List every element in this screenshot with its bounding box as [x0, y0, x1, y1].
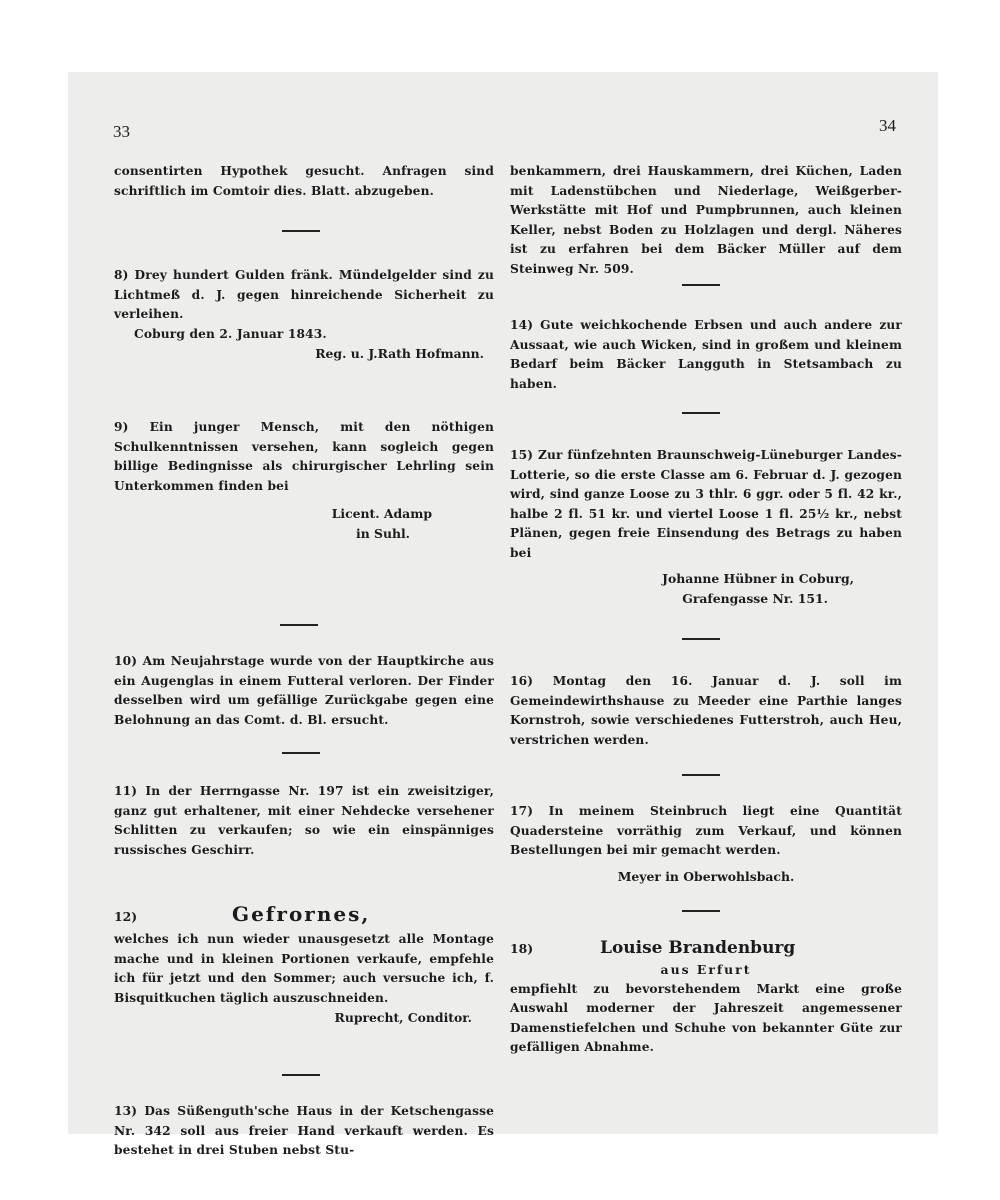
separator-rule: [682, 284, 720, 286]
newspaper-page: [68, 72, 938, 1157]
separator-rule: [280, 624, 318, 626]
page-number-left: 33: [113, 122, 130, 141]
ad-12-text: welches ich nun wieder unausgesetzt alle Montage mache und in kleinen Portionen verkaufe, empfehle ich für jetzt und den Sommer; auch versuche ich, f. Bisquitkuchen täglich auszuschneiden.: [114, 932, 494, 1005]
ad-12-title: Gefrornes,: [232, 902, 371, 926]
ad-12-signature: Ruprecht, Conditor.: [334, 1010, 472, 1025]
separator-rule: [282, 1074, 320, 1076]
page-number-right: 34: [879, 116, 896, 135]
ad-17-text: 17) In meinem Steinbruch liegt eine Quantität Quadersteine vorräthig zum Verkauf, und können Bestellungen bei mir gemacht werden.: [510, 804, 902, 857]
ad-17-signature: Meyer in Oberwohlsbach.: [617, 868, 795, 884]
separator-rule: [282, 230, 320, 232]
separator-rule: [682, 412, 720, 414]
ad-13-text: 13) Das Süßenguth'sche Haus in der Ketschengasse Nr. 342 soll aus freier Hand verkauft werden. Es bestehet in drei Stuben nebst Stu-: [114, 1104, 494, 1157]
ad-8-signature: Reg. u. J.Rath Hofmann.: [315, 346, 484, 361]
ad-16-text: 16) Montag den 16. Januar d. J. soll im Gemeindewirthshause zu Meeder eine Parthie langes Kornstroh, sowie verschiedenes Futterstroh, auch Heu, verstrichen werden.: [510, 674, 902, 747]
ad-continued-text: consentirten Hypothek gesucht. Anfragen sind schriftlich im Comtoir dies. Blatt. abzugeben.: [114, 164, 494, 198]
ad-15-signature-name: Johanne Hübner in Coburg,: [662, 571, 854, 586]
separator-rule: [682, 774, 720, 776]
ad-12-number: 12): [114, 909, 138, 924]
ad-14-text: 14) Gute weichkochende Erbsen und auch andere zur Aussaat, wie auch Wicken, sind in großem und kleinem Bedarf beim Bäcker Langguth in Stetsambach zu haben.: [510, 318, 902, 391]
ad-9-signature-name: Licent. Adamp: [331, 506, 432, 521]
ad-9-text: 9) Ein junger Mensch, mit den nöthigen Schulkenntnissen versehen, kann sogleich gegen billige Bedingnisse als chirurgischer Lehrling sein Unterkommen finden bei: [114, 420, 494, 493]
separator-rule: [282, 752, 320, 754]
ad-13-continued-text: benkammern, drei Hauskammern, drei Küchen, Laden mit Ladenstübchen und Niederlage, Weißgerber-Werkstätte mit Hof und Pumpbrunnen, auch kleinen Keller, nebst Boden zu Holzlagen und dergl. Näheres ist zu erfahren bei dem Bäcker Müller auf dem Steinweg Nr. 509.: [510, 164, 902, 276]
ad-18-subtitle: aus Erfurt: [660, 962, 752, 977]
ad-18-title: Louise Brandenburg: [600, 938, 796, 958]
ad-15-signature-address: Grafengasse Nr. 151.: [682, 590, 828, 606]
ad-18-text: empfiehlt zu bevorstehendem Markt eine große Auswahl moderner der Jahreszeit angemessener Damenstiefelchen und Schuhe von bekannter Güte zur gefälligen Abnahme.: [510, 981, 902, 1054]
ad-8-date: Coburg den 2. Januar 1843.: [134, 326, 327, 341]
ad-18-number: 18): [510, 941, 534, 956]
ad-11-text: 11) In der Herrngasse Nr. 197 ist ein zweisitziger, ganz gut erhaltener, mit einer Nehdecke versehener Schlitten zu verkaufen; so wie ein einspänniges russisches Geschirr.: [114, 784, 494, 857]
separator-rule: [682, 638, 720, 640]
ad-8-text: 8) Drey hundert Gulden fränk. Mündelgelder sind zu Lichtmeß d. J. gegen hinreichende Sicherheit zu verleihen.: [114, 268, 494, 321]
ad-9-signature-place: in Suhl.: [355, 525, 410, 541]
ad-15-text: 15) Zur fünfzehnten Braunschweig-Lüneburger Landes-Lotterie, so die erste Classe am 6. Februar d. J. gezogen wird, sind ganze Loose zu 3 thlr. 6 ggr. oder 5 fl. 42 kr., halbe 2 fl. 51 kr. und viertel Loose 1 fl. 25½ kr., nebst Plänen, gegen freie Einsendung des Betrags zu haben bei: [510, 448, 902, 560]
ad-10-text: 10) Am Neujahrstage wurde von der Hauptkirche aus ein Augenglas in einem Futteral verloren. Der Finder desselben wird um gefällige Zurückgabe gegen eine Belohnung an das Comt. d. Bl. ersucht.: [114, 654, 494, 727]
separator-rule: [682, 910, 720, 912]
